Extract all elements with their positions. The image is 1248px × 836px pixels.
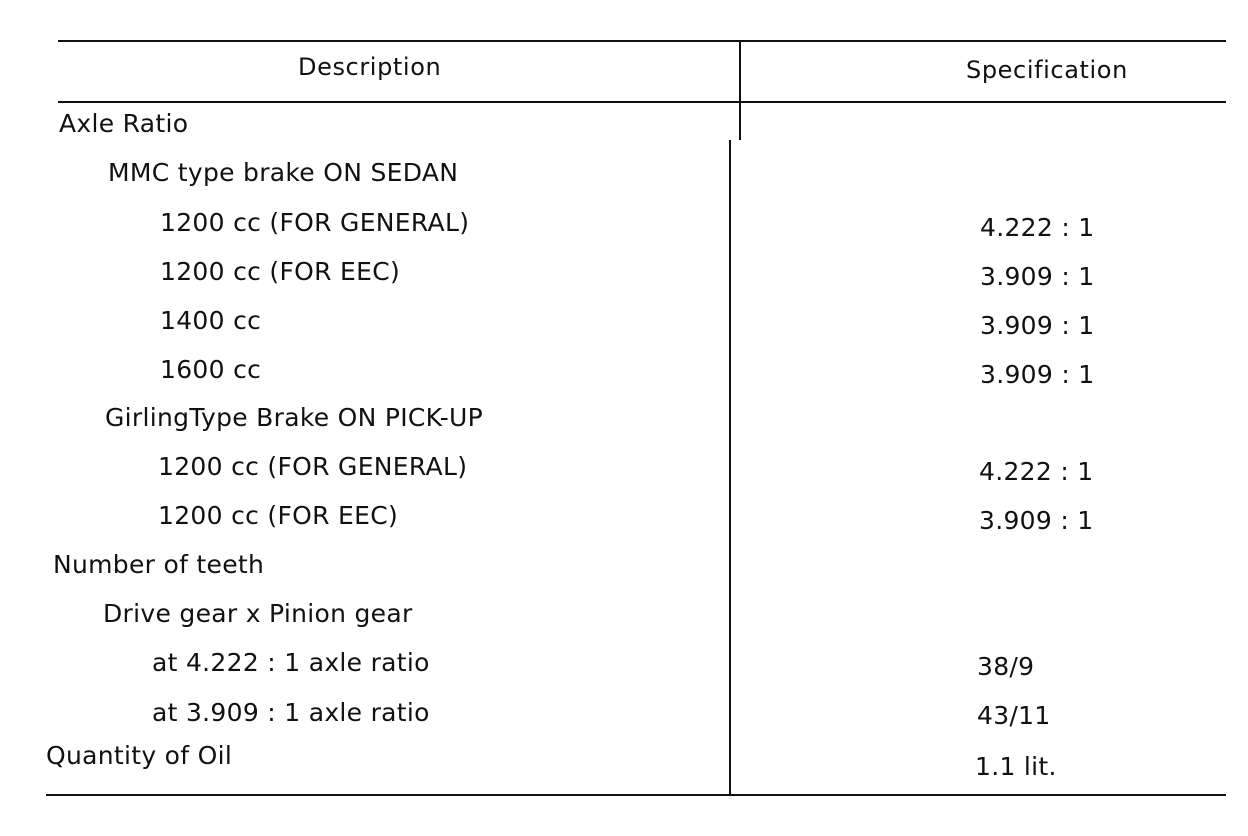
row-specification: 38/9 bbox=[977, 652, 1035, 681]
row-specification: 3.909 : 1 bbox=[980, 311, 1095, 340]
row-description: 1200 cc (FOR EEC) bbox=[160, 257, 401, 286]
row-description: 1200 cc (FOR EEC) bbox=[158, 501, 399, 530]
column-divider bbox=[739, 40, 741, 140]
header-rule bbox=[58, 101, 1226, 103]
row-specification: 4.222 : 1 bbox=[979, 457, 1094, 486]
row-specification: 4.222 : 1 bbox=[980, 213, 1095, 242]
row-specification: 43/11 bbox=[977, 701, 1051, 730]
top-rule bbox=[58, 40, 1226, 42]
row-description: Quantity of Oil bbox=[46, 741, 233, 770]
row-specification: 1.1 lit. bbox=[975, 752, 1057, 781]
row-description: MMC type brake ON SEDAN bbox=[108, 158, 459, 187]
row-description: at 4.222 : 1 axle ratio bbox=[152, 648, 430, 677]
row-description: at 3.909 : 1 axle ratio bbox=[152, 698, 430, 727]
row-description: Drive gear x Pinion gear bbox=[103, 599, 413, 628]
row-description: 1200 cc (FOR GENERAL) bbox=[158, 452, 468, 481]
row-description: 1600 cc bbox=[160, 355, 262, 384]
column-divider-lower bbox=[729, 140, 731, 795]
header-description: Description bbox=[298, 53, 442, 81]
row-description: GirlingType Brake ON PICK-UP bbox=[105, 403, 484, 432]
row-specification: 3.909 : 1 bbox=[979, 506, 1094, 535]
row-description: 1400 cc bbox=[160, 306, 262, 335]
row-description: 1200 cc (FOR GENERAL) bbox=[160, 208, 470, 237]
bottom-rule bbox=[46, 794, 1226, 796]
row-description: Axle Ratio bbox=[59, 109, 189, 138]
row-description: Number of teeth bbox=[53, 550, 265, 579]
header-specification: Specification bbox=[966, 56, 1128, 84]
row-specification: 3.909 : 1 bbox=[980, 360, 1095, 389]
row-specification: 3.909 : 1 bbox=[980, 262, 1095, 291]
